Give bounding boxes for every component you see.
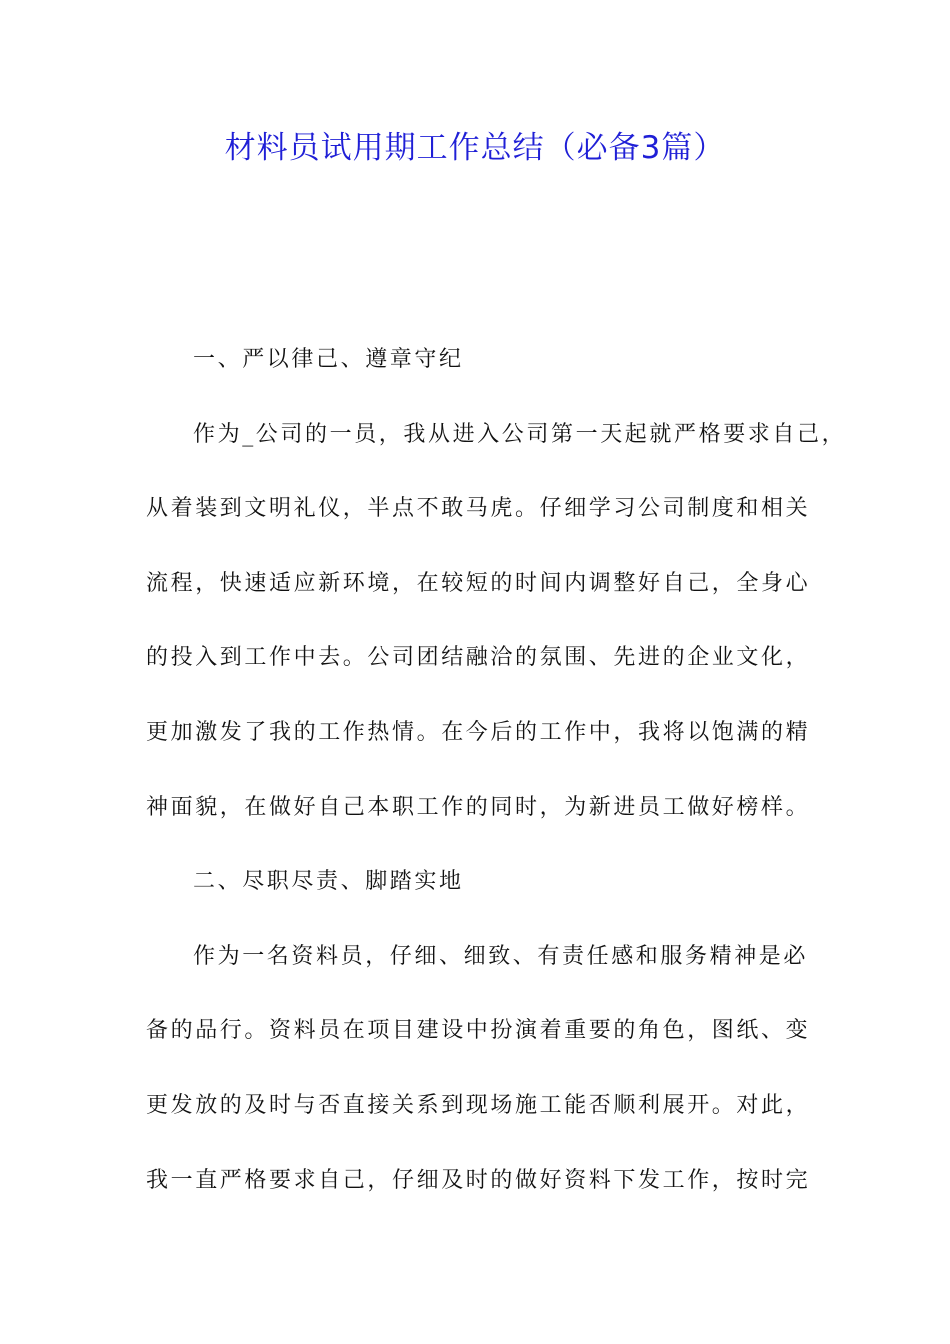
section-heading-1: 一、严以律己、遵章守纪 bbox=[193, 347, 464, 372]
paragraph-line: 我一直严格要求自己，仔细及时的做好资料下发工作，按时完 bbox=[146, 1167, 811, 1193]
paragraph-line: 作为一名资料员，仔细、细致、有责任感和服务精神是必 bbox=[193, 943, 809, 969]
paragraph-line: 神面貌，在做好自己本职工作的同时，为新进员工做好榜样。 bbox=[146, 794, 811, 820]
paragraph-line: 的投入到工作中去。公司团结融洽的氛围、先进的企业文化， bbox=[146, 645, 811, 671]
paragraph-line: 更加激发了我的工作热情。在今后的工作中，我将以饱满的精 bbox=[146, 719, 811, 745]
paragraph-line: 从着装到文明礼仪，半点不敢马虎。仔细学习公司制度和相关 bbox=[146, 496, 811, 522]
section-heading-2: 二、尽职尽责、脚踏实地 bbox=[193, 869, 464, 895]
paragraph-line: 更发放的及时与否直接关系到现场施工能否顺利展开。对此， bbox=[146, 1092, 811, 1118]
paragraph-line: 作为_公司的一员，我从进入公司第一天起就严格要求自己， bbox=[193, 421, 847, 447]
document-body bbox=[146, 338, 847, 1233]
paragraph-line: 备的品行。资料员在项目建设中扮演着重要的角色，图纸、变 bbox=[146, 1018, 811, 1044]
paragraph-line: 流程，快速适应新环境，在较短的时间内调整好自己，全身心 bbox=[146, 570, 811, 596]
document-title: 材料员试用期工作总结（必备3篇） bbox=[224, 130, 726, 166]
